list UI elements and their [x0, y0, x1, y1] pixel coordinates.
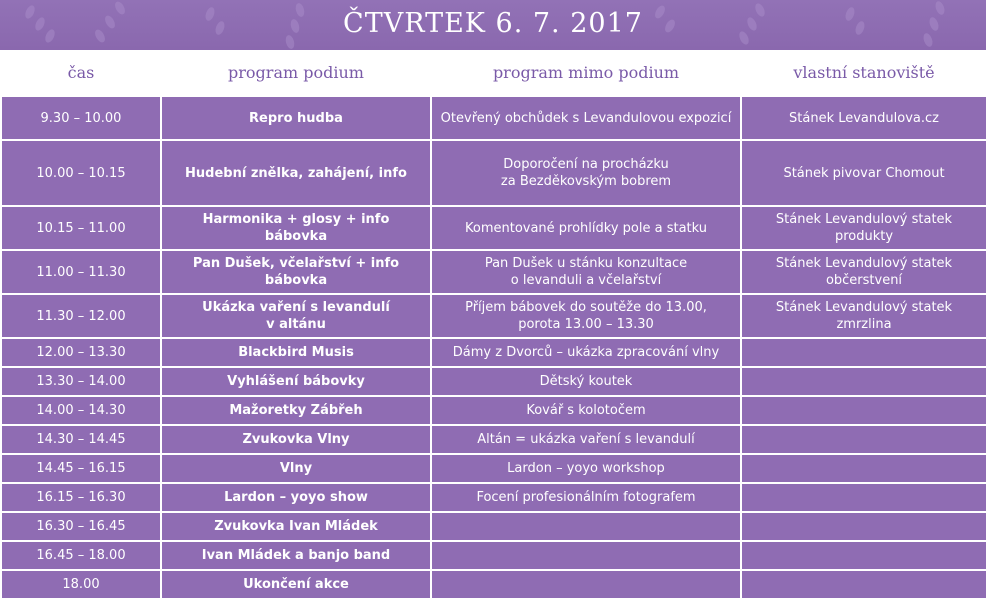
cell-stanoviste: [741, 425, 986, 454]
cell-program-mimo-podium: Dámy z Dvorců – ukázka zpracování vlny: [431, 338, 741, 367]
table-header-row: [1, 50, 986, 96]
cell-stanoviste: [741, 454, 986, 483]
table-row: [1, 570, 986, 599]
cell-stanoviste: Stánek pivovar Chomout: [741, 140, 986, 206]
schedule-rows: [1, 96, 986, 599]
cell-time: 16.45 – 18.00: [1, 541, 161, 570]
cell-program-podium: Ivan Mládek a banjo band: [161, 541, 431, 570]
cell-program-podium: Lardon – yoyo show: [161, 483, 431, 512]
cell-program-podium: Hudební znělka, zahájení, info: [161, 140, 431, 206]
cell-program-podium: Zvukovka Ivan Mládek: [161, 512, 431, 541]
cell-program-mimo-podium: Otevřený obchůdek s Levandulovou expozicí: [431, 96, 741, 140]
table-row: [1, 512, 986, 541]
cell-program-podium: Blackbird Musis: [161, 338, 431, 367]
table-row: [1, 206, 986, 250]
page-title: ČTVRTEK 6. 7. 2017: [343, 8, 643, 39]
cell-stanoviste: [741, 338, 986, 367]
table-row: [1, 483, 986, 512]
cell-stanoviste: Stánek Levandulový statek zmrzlina: [741, 294, 986, 338]
cell-program-mimo-podium: Dětský koutek: [431, 367, 741, 396]
column-header-mimo-podium: program mimo podium: [431, 50, 741, 96]
schedule-table: [0, 50, 986, 600]
cell-time: 18.00: [1, 570, 161, 599]
cell-program-podium: Mažoretky Zábřeh: [161, 396, 431, 425]
cell-time: 10.00 – 10.15: [1, 140, 161, 206]
cell-program-mimo-podium: Altán = ukázka vaření s levandulí: [431, 425, 741, 454]
cell-time: 14.45 – 16.15: [1, 454, 161, 483]
cell-time: 16.15 – 16.30: [1, 483, 161, 512]
cell-program-podium: Vyhlášení bábovky: [161, 367, 431, 396]
cell-time: 9.30 – 10.00: [1, 96, 161, 140]
cell-program-podium: Pan Dušek, včelařství + info bábovka: [161, 250, 431, 294]
column-header-stanoviste: vlastní stanoviště: [741, 50, 986, 96]
cell-stanoviste: [741, 367, 986, 396]
cell-program-mimo-podium: Lardon – yoyo workshop: [431, 454, 741, 483]
title-banner: [0, 0, 986, 50]
cell-time: 10.15 – 11.00: [1, 206, 161, 250]
table-row: [1, 96, 986, 140]
table-row: [1, 140, 986, 206]
cell-stanoviste: [741, 570, 986, 599]
cell-stanoviste: [741, 541, 986, 570]
cell-time: 14.00 – 14.30: [1, 396, 161, 425]
cell-program-mimo-podium: [431, 541, 741, 570]
cell-program-podium: Repro hudba: [161, 96, 431, 140]
cell-stanoviste: [741, 483, 986, 512]
cell-time: 11.00 – 11.30: [1, 250, 161, 294]
table-row: [1, 367, 986, 396]
table-row: [1, 454, 986, 483]
cell-time: 13.30 – 14.00: [1, 367, 161, 396]
cell-program-mimo-podium: Doporočení na procházku za Bezděkovským bobrem: [431, 140, 741, 206]
cell-time: 11.30 – 12.00: [1, 294, 161, 338]
cell-program-podium: Harmonika + glosy + info bábovka: [161, 206, 431, 250]
cell-time: 14.30 – 14.45: [1, 425, 161, 454]
cell-stanoviste: [741, 512, 986, 541]
cell-program-mimo-podium: Příjem bábovek do soutěže do 13.00, porota 13.00 – 13.30: [431, 294, 741, 338]
cell-program-mimo-podium: [431, 570, 741, 599]
cell-stanoviste: Stánek Levandulový statek produkty: [741, 206, 986, 250]
cell-program-mimo-podium: [431, 512, 741, 541]
table-row: [1, 294, 986, 338]
cell-stanoviste: Stánek Levandulový statek občerstvení: [741, 250, 986, 294]
cell-time: 16.30 – 16.45: [1, 512, 161, 541]
cell-program-podium: Ukončení akce: [161, 570, 431, 599]
cell-stanoviste: [741, 396, 986, 425]
cell-program-mimo-podium: Pan Dušek u stánku konzultace o levanduli a včelařství: [431, 250, 741, 294]
cell-program-mimo-podium: Komentované prohlídky pole a statku: [431, 206, 741, 250]
table-row: [1, 338, 986, 367]
cell-time: 12.00 – 13.30: [1, 338, 161, 367]
table-row: [1, 250, 986, 294]
cell-program-podium: Vlny: [161, 454, 431, 483]
cell-stanoviste: Stánek Levandulova.cz: [741, 96, 986, 140]
table-row: [1, 425, 986, 454]
column-header-time: čas: [1, 50, 161, 96]
column-header-podium: program podium: [161, 50, 431, 96]
cell-program-mimo-podium: Kovář s kolotočem: [431, 396, 741, 425]
cell-program-podium: Zvukovka Vlny: [161, 425, 431, 454]
cell-program-podium: Ukázka vaření s levandulí v altánu: [161, 294, 431, 338]
table-row: [1, 396, 986, 425]
table-row: [1, 541, 986, 570]
cell-program-mimo-podium: Focení profesionálním fotografem: [431, 483, 741, 512]
